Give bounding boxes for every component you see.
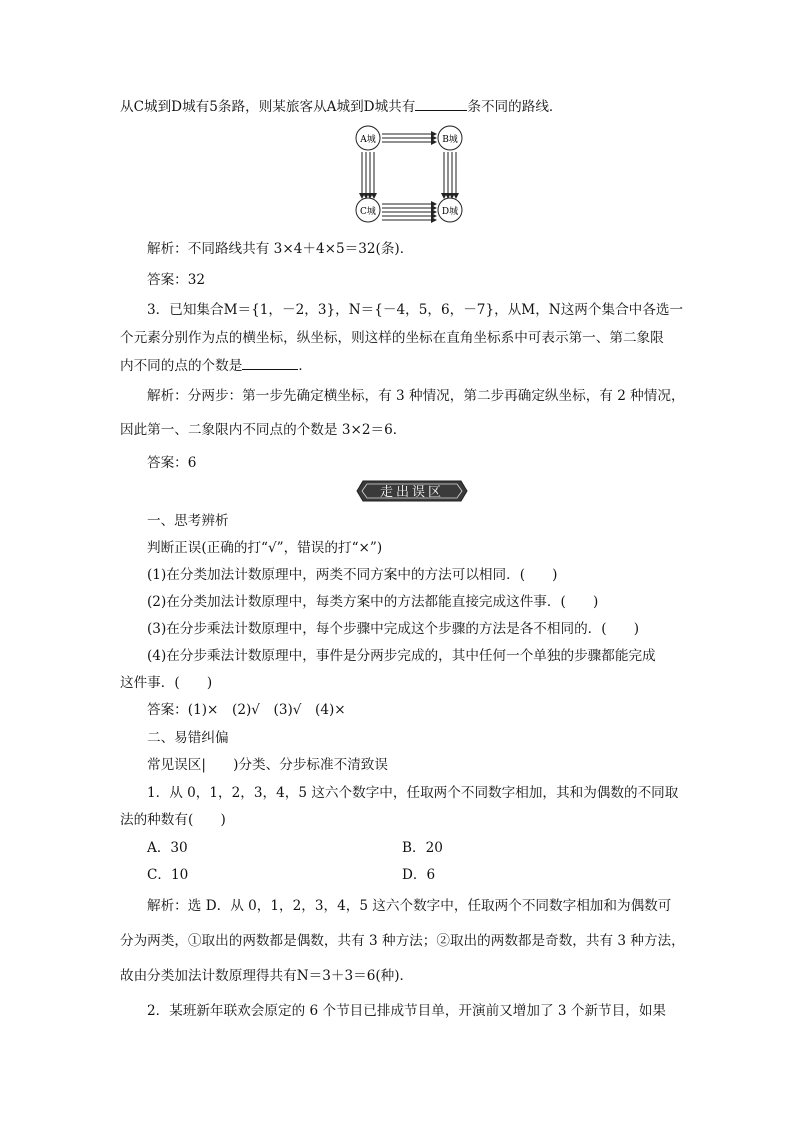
q3-line-3-tail: ．: [298, 358, 312, 374]
common-error-label: 常见误区| )分类、分步标准不清致误: [147, 757, 388, 773]
problem-1-analysis-1: 解析：选 D．从 0，1，2，3，4，5 这六个数字中，任取两个不同数字相加和为偶数可: [147, 898, 672, 914]
q3-line-3-text: 内不同的点的个数是: [120, 358, 243, 374]
problem-1-analysis-2: 分为两类，①取出的两数都是偶数，共有 3 种方法；②取出的两数都是奇数，共有 3 种方法，: [120, 933, 685, 949]
problem-2-line-1: 2．某班新年联欢会原定的 6 个节目已排成节目单，开演前又增加了 3 个新节目，如果: [147, 1003, 667, 1019]
option-a: A．30: [147, 840, 188, 856]
question-text: [120, 98, 680, 116]
question-text-main: 从C城到D城有5条路，则某旅客从A城到D城共有: [120, 99, 416, 115]
option-d: D．6: [402, 867, 436, 883]
q3-analysis-2: 因此第一、二象限内不同点的个数是 3×2＝6．: [120, 422, 407, 438]
q2-analysis: 解析：不同路线共有 3×4＋4×5＝32(条)．: [147, 241, 414, 257]
q3-analysis-1: 解析：分两步：第一步先确定横坐标，有 3 种情况，第二步再确定纵坐标，有 2 种情况，: [147, 388, 685, 404]
judge-item-2: (2)在分类加法计数原理中，每类方案中的方法都能直接完成这件事．( ): [147, 594, 599, 610]
q3-answer: 答案：6: [147, 455, 197, 471]
option-c: C．10: [147, 867, 189, 883]
city-b-label: B城: [442, 135, 458, 145]
judge-item-3: (3)在分步乘法计数原理中，每个步骤中完成这个步骤的方法是各不相同的．( ): [147, 621, 640, 637]
answer-blank: [242, 357, 298, 370]
problem-1-line-1: 1．从 0，1，2，3，4，5 这六个数字中，任取两个不同数字相加，其和为偶数的不同取: [147, 785, 679, 801]
q2-answer: 答案：32: [147, 272, 206, 288]
section-2-title: 二、易错纠偏: [147, 730, 229, 746]
q3-line-1: 3．已知集合M＝{1，－2，3}，N＝{－4，5，6，－7}，从M，N这两个集合中各选一: [147, 302, 684, 318]
city-c-label: C城: [360, 207, 376, 217]
city-d-label: D城: [441, 207, 459, 217]
section-banner-title: 走出误区: [379, 485, 445, 500]
problem-1-analysis-3: 故由分类加法计数原理得共有N＝3＋3＝6(种)．: [120, 968, 414, 984]
city-a-label: A城: [360, 135, 376, 145]
q3-line-3: [120, 357, 680, 375]
judge-intro: 判断正误(正确的打“√”，错误的打“×”): [147, 540, 383, 556]
judge-item-4-line-2: 这件事．( ): [120, 675, 213, 691]
answer-blank: [415, 98, 467, 111]
option-b: B．20: [402, 840, 443, 856]
q3-line-2: 个元素分别作为点的横坐标，纵坐标，则这样的坐标在直角坐标系中可表示第一、第二象限: [120, 330, 664, 346]
judge-item-4-line-1: (4)在分步乘法计数原理中，事件是分两步完成的，其中任何一个单独的步骤都能完成: [147, 648, 656, 664]
problem-1-line-2: 法的种数有( ): [120, 812, 226, 828]
judge-answer: 答案：(1)× (2)√ (3)√ (4)×: [147, 702, 346, 718]
judge-item-1: (1)在分类加法计数原理中，两类不同方案中的方法可以相同．( ): [147, 567, 558, 583]
question-text-tail: 条不同的路线．: [467, 99, 563, 115]
section-1-title: 一、思考辨析: [147, 513, 229, 529]
section-banner: [355, 479, 469, 503]
route-diagram: [340, 120, 480, 228]
